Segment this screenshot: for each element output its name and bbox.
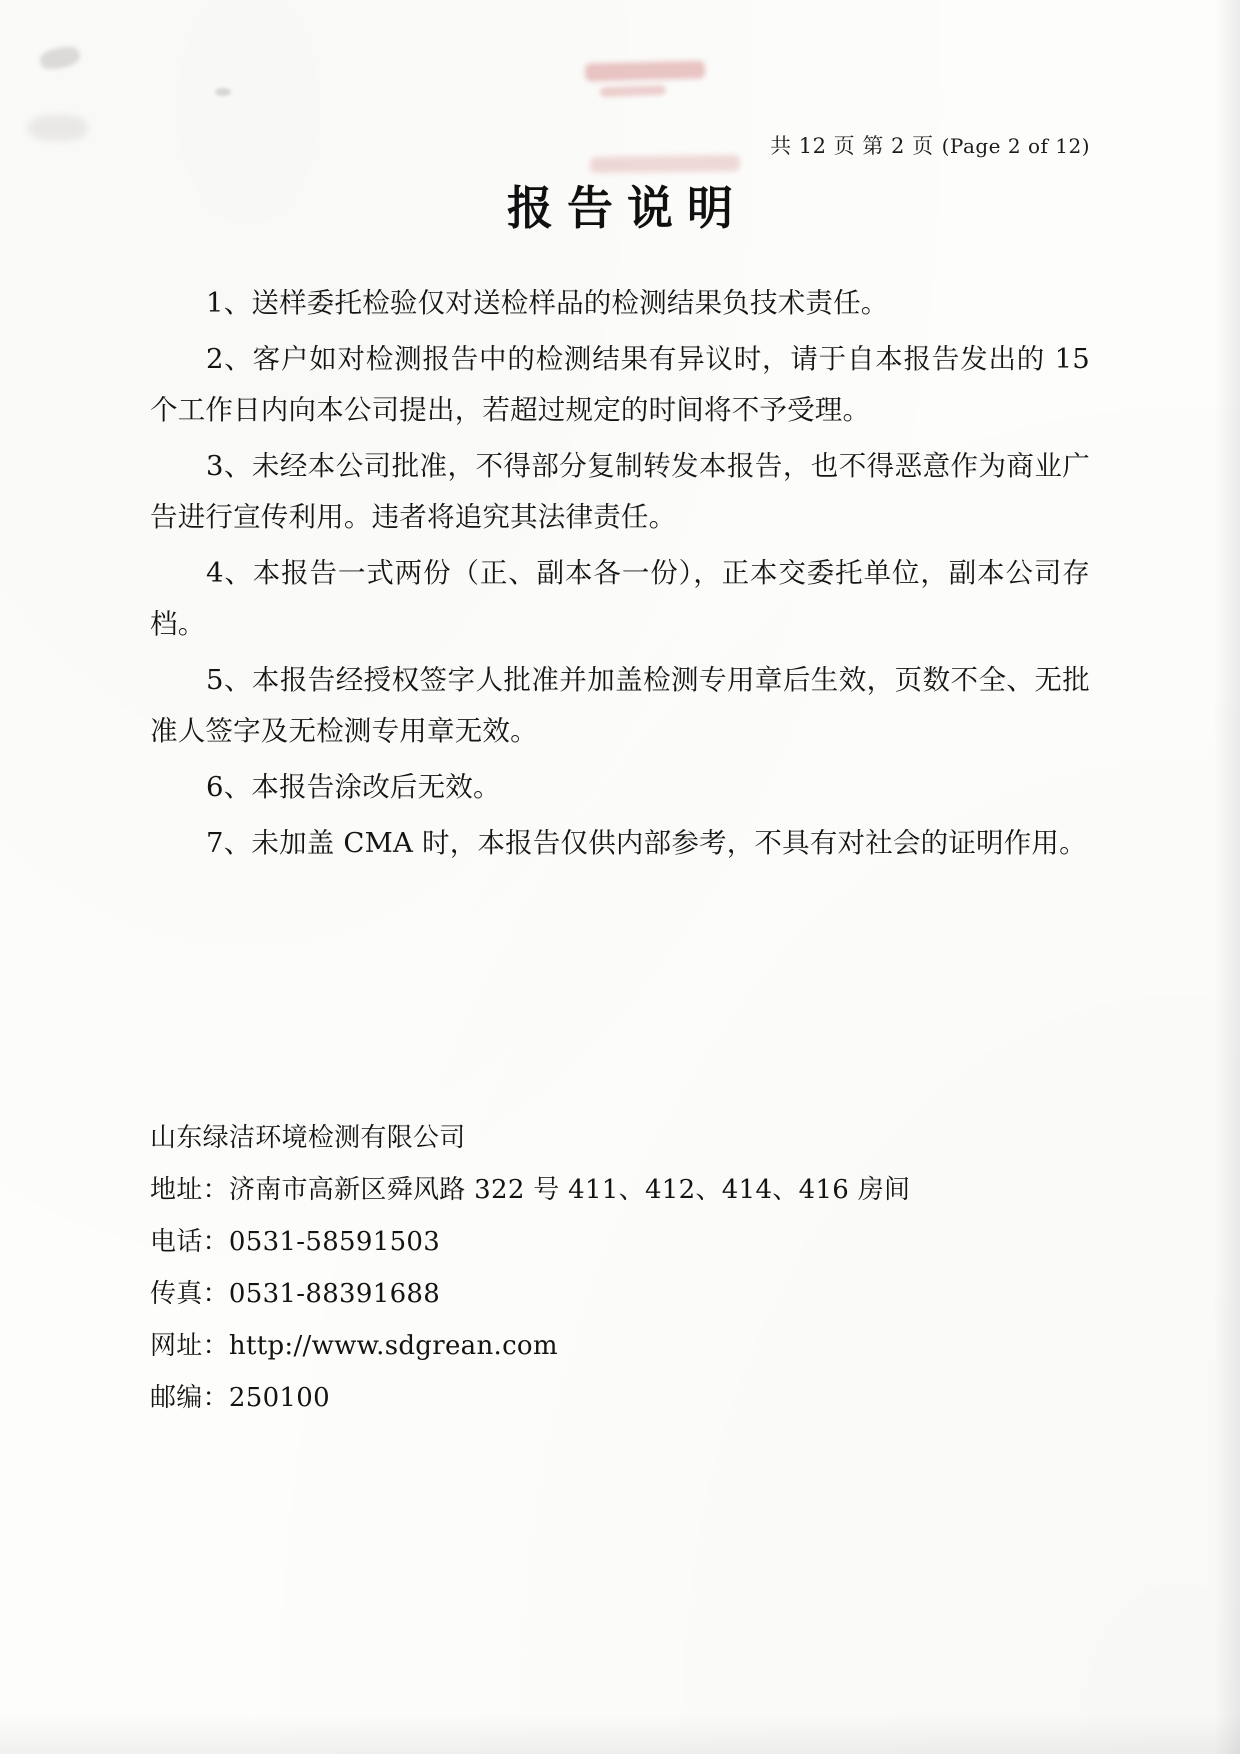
clause-item: 7、未加盖 CMA 时，本报告仅供内部参考，不具有对社会的证明作用。 xyxy=(206,827,1087,859)
scan-smudge-artifact xyxy=(38,44,81,72)
page-number-en: (Page 2 of 12) xyxy=(941,134,1090,158)
company-address: 地址：济南市高新区舜风路 322 号 411、412、414、416 房间 xyxy=(150,1175,911,1205)
clause-item: 2、客户如对检测报告中的检测结果有异议时，请于自本报告发出的 15 个工作日内向本公司提出，若超过规定的时间将不予受理。 xyxy=(150,343,1090,426)
page-content xyxy=(150,0,1090,1754)
company-phone: 电话：0531-58591503 xyxy=(150,1227,441,1257)
clause-item: 4、本报告一式两份（正、副本各一份），正本交委托单位，副本公司存档。 xyxy=(150,557,1090,640)
clause-item: 6、本报告涂改后无效。 xyxy=(206,771,501,803)
company-fax: 传真：0531-88391688 xyxy=(150,1279,441,1309)
page-title: 报告说明 xyxy=(507,181,747,235)
page-number-marker xyxy=(770,130,1090,160)
company-contact-block xyxy=(150,1112,1090,1424)
clause-list xyxy=(150,278,1090,874)
clause-item: 3、未经本公司批准，不得部分复制转发本报告，也不得恶意作为商业广告进行宣传利用。违者将追究其法律责任。 xyxy=(150,450,1090,533)
company-website: 网址：http://www.sdgrean.com xyxy=(150,1331,558,1361)
clause-item: 5、本报告经授权签字人批准并加盖检测专用章后生效，页数不全、无批准人签字及无检测专用章无效。 xyxy=(150,664,1090,747)
clause-item: 1、送样委托检验仅对送检样品的检测结果负技术责任。 xyxy=(206,287,889,319)
scan-smudge-artifact xyxy=(28,115,88,141)
company-name: 山东绿洁环境检测有限公司 xyxy=(150,1123,466,1153)
scan-edge-shadow xyxy=(1214,0,1240,1754)
company-postcode: 邮编：250100 xyxy=(150,1383,330,1413)
page-number-cn: 共 12 页 第 2 页 xyxy=(770,134,934,158)
